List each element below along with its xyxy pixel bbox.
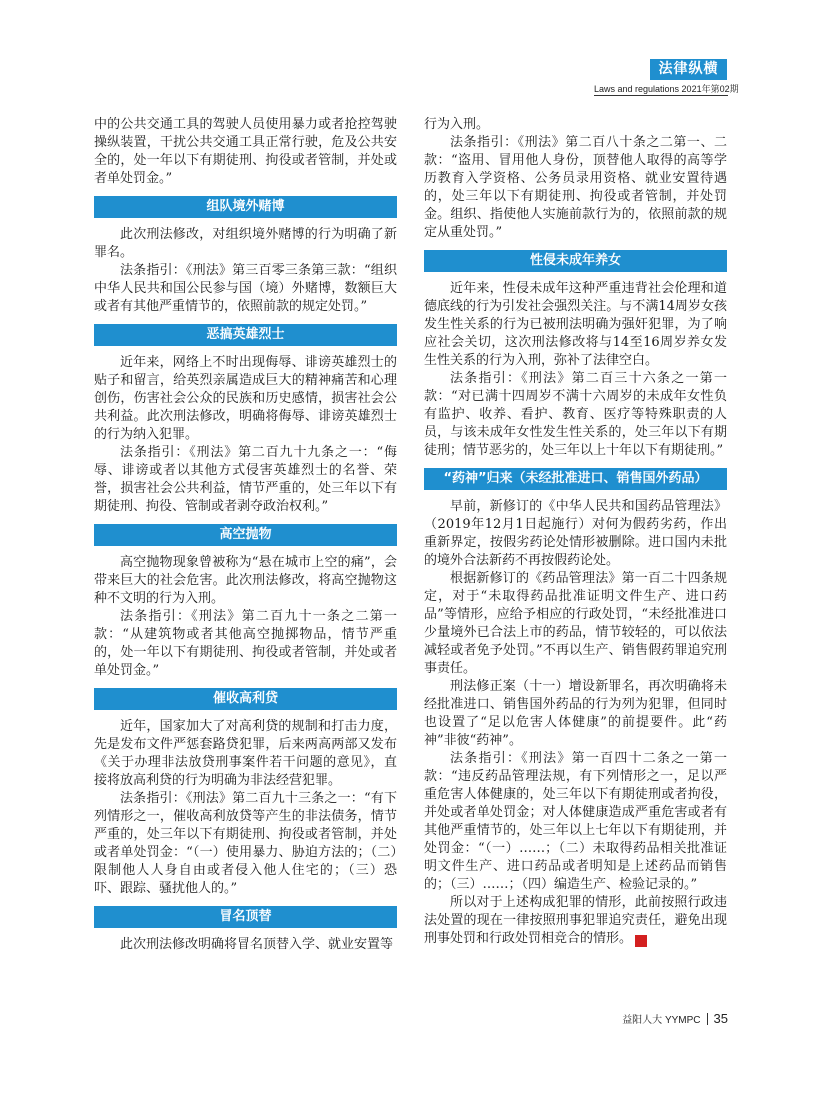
journal-issue: Laws and regulations 2021年第02期 xyxy=(594,84,739,94)
section-heading-adopted-daughter: 性侵未成年养女 xyxy=(424,250,727,272)
section-tag: 法律纵横 xyxy=(650,59,727,80)
section-heading-impersonation: 冒名顶替 xyxy=(94,906,397,928)
paragraph: 中的公共交通工具的驾驶人员使用暴力或者抢控驾驶操纵装置，干扰公共交通工具正常行驶，危及公共安全的，处一年以下有期徒刑、拘役或者管制，并处或者单处罚金。” xyxy=(94,117,397,186)
paragraph: 法条指引：《刑法》第二百九十九条之一：“侮辱、诽谤或者以其他方式侵害英雄烈士的名誉、荣誉，损害社会公共利益，情节严重的，处三年以下有期徒刑、拘役、管制或者剥夺政治权利。” xyxy=(94,445,397,514)
paragraph: 法条指引：《刑法》第二百三十六条之一第一款：“对已满十四周岁不满十六周岁的未成年女性负有监护、收养、看护、教育、医疗等特殊职责的人员，与该未成年女性发生性关系的，处三年以下有期徒刑；情节恶劣的，处三年以上十年以下有期徒刑。” xyxy=(424,371,727,458)
paragraph: 此次刑法修改明确将冒名顶替入学、就业安置等 xyxy=(120,937,394,952)
section-heading-usury: 催收高利贷 xyxy=(94,688,397,710)
paragraph: 高空抛物现象曾被称为“悬在城市上空的痛”，会带来巨大的社会危害。此次刑法修改，将高空抛物这种不文明的行为入刑。 xyxy=(94,555,397,606)
paragraph: 法条指引：《刑法》第二百八十条之二第一、二款：“盗用、冒用他人身份，顶替他人取得的高等学历教育入学资格、公务员录用资格、就业安置待遇的，处三年以下有期徒刑、拘役或者管制，并处罚金。组织、指使他人实施前款行为的，依照前款的规定从重处罚。” xyxy=(424,135,727,240)
paragraph: 早前，新修订的《中华人民共和国药品管理法》（2019年12月1日起施行）对何为假药劣药，作出重新界定，按假劣药论处情形被删除。进口国内未批的境外合法新药不再按假药论处。 xyxy=(424,499,727,568)
paragraph: 法条指引：《刑法》第二百九十一条之二第一款：“从建筑物或者其他高空抛掷物品，情节严重的，处一年以下有期徒刑、拘役或者管制，并处或者单处罚金。” xyxy=(94,609,397,678)
paragraph: 近年来，网络上不时出现侮辱、诽谤英雄烈士的贴子和留言，给英烈亲属造成巨大的精神痛苦和心理创伤，伤害社会公众的民族和历史感情，损害社会公共利益。此次刑法修改，明确将侮辱、诽谤英雄烈士的行为纳入犯罪。 xyxy=(94,355,397,442)
left-column xyxy=(94,116,397,954)
paragraph: 法条指引：《刑法》第一百四十二条之一第一款：“违反药品管理法规，有下列情形之一，足以严重危害人体健康的，处三年以下有期徒刑或者拘役，并处或者单处罚金；对人体健康造成严重危害或者有其他严重情节的，处三年以上七年以下有期徒刑，并处罚金：“（一）……；（二）未取得药品相关批准证明文件生产、进口药品或者明知是上述药品而销售的；（三）……；（四）编造生产、检验记录的。” xyxy=(424,751,727,892)
header-divider xyxy=(594,95,728,96)
paragraph: 行为入刑。 xyxy=(424,117,490,132)
paragraph-text: 所以对于上述构成犯罪的情形，此前按照行政违法处置的现在一律按照刑事犯罪追究责任，避免出现刑事处罚和行政处罚相竞合的情形。 xyxy=(424,895,727,946)
section-heading-heroes: 恶搞英雄烈士 xyxy=(94,324,397,346)
page-footer xyxy=(610,1011,728,1026)
section-heading-drugs: “药神”归来（未经批准进口、销售国外药品） xyxy=(424,468,727,490)
footer-divider xyxy=(707,1013,708,1025)
closing-paragraph xyxy=(424,894,727,948)
paragraph: 刑法修正案（十一）增设新罪名，再次明确将未经批准进口、销售国外药品的行为列为犯罪，但同时也设置了“足以危害人体健康”的前提要件。此“药神”非彼“药神”。 xyxy=(424,679,727,748)
paragraph: 此次刑法修改，对组织境外赌博的行为明确了新罪名。 xyxy=(94,227,397,260)
paragraph: 近年来，性侵未成年这种严重违背社会伦理和道德底线的行为引发社会强烈关注。与不满14周岁女孩发生性关系的行为已被刑法明确为强奸犯罪，为了响应社会关切，这次刑法修改将与14至16周岁养女发生性关系的行为入刑，弥补了法律空白。 xyxy=(424,281,727,368)
page-number: 35 xyxy=(713,1011,728,1026)
section-heading-gambling: 组队境外赌博 xyxy=(94,196,397,218)
paragraph: 法条指引：《刑法》第三百零三条第三款：“组织中华人民共和国公民参与国（境）外赌博，数额巨大或者有其他严重情节的，依照前款的规定处罚。” xyxy=(94,263,397,314)
right-column xyxy=(424,116,727,948)
paragraph: 根据新修订的《药品管理法》第一百二十四条规定，对于“未取得药品批准证明文件生产、进口药品”等情形，应给予相应的行政处罚，“未经批准进口少量境外已合法上市的药品，情节较轻的，可以依法减轻或者免予处罚。”不再以生产、销售假药罪追究刑事责任。 xyxy=(424,571,727,676)
end-mark-icon: 文 xyxy=(635,935,647,947)
paragraph: 近年，国家加大了对高利贷的规制和打击力度，先是发布文件严惩套路贷犯罪，后来两高两部又发布《关于办理非法放贷刑事案件若干问题的意见》，直接将放高利贷的行为明确为非法经营犯罪。 xyxy=(94,719,397,788)
section-heading-high-altitude: 高空抛物 xyxy=(94,524,397,546)
paragraph: 法条指引：《刑法》第二百九十三条之一：“有下列情形之一，催收高利放贷等产生的非法债务，情节严重的，处三年以下有期徒刑、拘役或者管制，并处或者单处罚金：“（一）使用暴力、胁迫方法的；（二）限制他人人身自由或者侵入他人住宅的；（三）恐吓、跟踪、骚扰他人的。” xyxy=(94,791,397,896)
footer-brand: 益阳人大 YYMPC xyxy=(622,1015,701,1026)
